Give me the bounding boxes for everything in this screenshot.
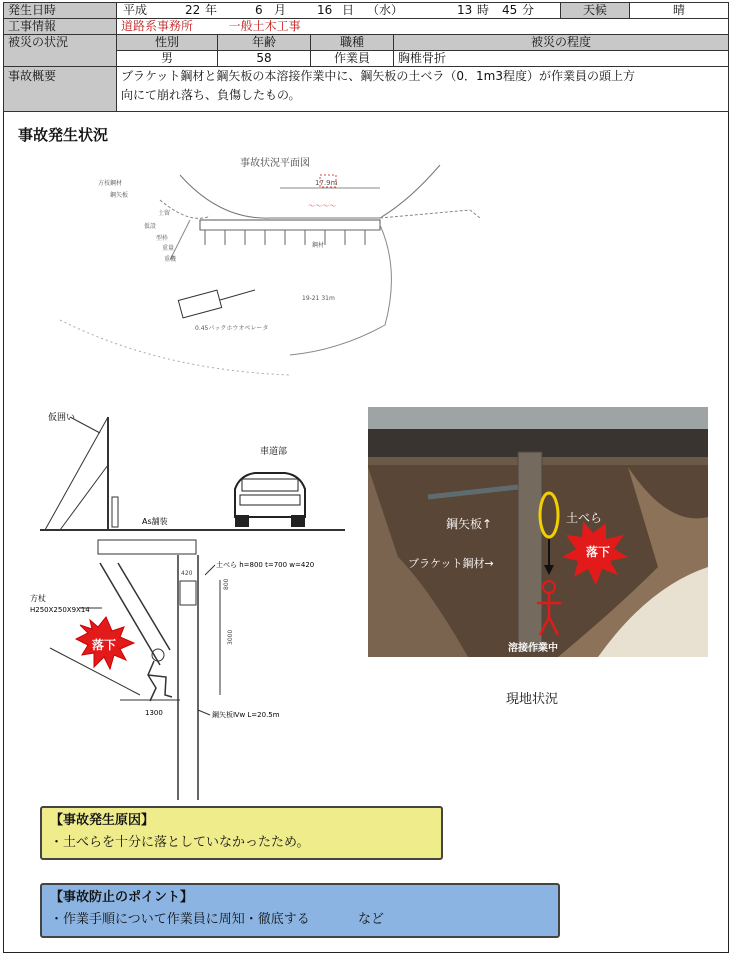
svg-text:鋼矢板: 鋼矢板 [110, 192, 129, 199]
office-name: 道路系事務所 [121, 19, 194, 33]
fall-label: 落下 [92, 638, 117, 652]
col-degree: 被災の程度 [394, 35, 729, 51]
col-sex: 性別 [117, 35, 218, 51]
hour: 13 [457, 3, 473, 17]
soil-lump [180, 581, 196, 605]
plan-title: 事故状況平面図 [240, 158, 310, 169]
photo-sheet-pile [518, 452, 542, 652]
hbeam-label: 方杖 [30, 594, 46, 603]
pile-label: 鋼矢板Ⅳw L=20.5m [212, 711, 280, 719]
dim-large: 3000 [227, 629, 234, 645]
svg-text:方枝鋼材: 方枝鋼材 [98, 180, 123, 187]
damage-header-row [4, 35, 729, 51]
soil-highlight [540, 493, 558, 537]
prevention-text: ・作業手順について作業員に周知・徹底する [50, 912, 310, 927]
photo-label-soil: 土べら [566, 511, 603, 525]
car-icon [235, 473, 305, 527]
weather-value: 晴 [630, 3, 729, 19]
dim-mid: 800 [223, 578, 230, 590]
weekday: （水） [367, 3, 404, 17]
photo-caption: 現地状況 [506, 692, 559, 707]
photo-label-sheetpile: 鋼矢板↑ [446, 517, 493, 531]
fence-label: 仮囲い [48, 413, 76, 423]
weather-label: 天候 [561, 3, 630, 19]
svg-text:19-21 31m: 19-21 31m [302, 295, 335, 302]
svg-text:土留: 土留 [158, 210, 171, 217]
svg-text:重機: 重機 [164, 256, 177, 263]
cause-title: 【事故発生原因】 [50, 813, 155, 828]
svg-text:0.45パックホウオペレータ: 0.45パックホウオペレータ [195, 325, 269, 332]
col-job: 職種 [311, 35, 394, 51]
svg-text:型枠: 型枠 [156, 235, 169, 242]
date-label: 発生日時 [4, 3, 117, 19]
photo-bracket [428, 487, 518, 497]
year: 22 [185, 3, 201, 17]
prevention-box [40, 883, 560, 938]
pavement-label: As舗装 [142, 517, 168, 526]
section-title: 事故発生状況 [18, 126, 109, 144]
plan-drawing [40, 150, 520, 380]
photo-fall-label: 落下 [586, 545, 611, 559]
site-photo [368, 407, 708, 657]
svg-text:仮設: 仮設 [144, 223, 157, 230]
soil-spec: 土べら h=800 t=700 w=420 [216, 561, 315, 569]
work-type: 一般土木工事 [228, 19, 301, 33]
date-row: 発生日時 平成 22 年 6 月 16 日 （水） 13 時 45 分 天候 晴 [4, 3, 729, 19]
plan-excavator [178, 290, 221, 318]
cause-text: ・土べらを十分に落としていなかったため。 [50, 835, 310, 850]
damage-label: 被災の状況 [4, 35, 117, 67]
sex-value: 男 [117, 51, 218, 67]
minute: 45 [502, 3, 518, 17]
work-info-row [4, 19, 729, 35]
plan-dimension: 17.9m [315, 179, 338, 187]
svg-text:鋼材: 鋼材 [312, 242, 325, 249]
photo-label-bracket: ブラケット鋼材→ [408, 557, 494, 570]
month: 6 [255, 3, 263, 17]
era: 平成 [123, 3, 148, 17]
prevention-suffix: など [358, 912, 385, 927]
plan-sheet-pile [200, 220, 380, 230]
prevention-title: 【事故防止のポイント】 [50, 890, 194, 905]
summary-label: 事故概要 [4, 67, 117, 112]
day: 16 [317, 3, 333, 17]
hbeam-spec: H250X250X9X14 [30, 606, 90, 614]
work-info-label: 工事情報 [4, 19, 117, 35]
header-table [3, 2, 729, 112]
worker-icon [148, 649, 172, 701]
summary-text: ブラケット鋼材と鋼矢板の本溶接作業中に、鋼矢板の土ベラ（0．1m3程度）が作業員の頭上方 向にて崩れ落ち、負傷したもの。 [117, 67, 729, 112]
dim-base: 1300 [145, 709, 163, 717]
svg-text:〜〜〜〜: 〜〜〜〜 [308, 202, 336, 210]
summary-row [4, 67, 729, 112]
svg-text:重量: 重量 [162, 245, 175, 252]
col-age: 年齢 [218, 35, 311, 51]
cause-box [40, 806, 443, 860]
dim-small: 420 [181, 570, 193, 577]
road-label: 車道部 [260, 447, 288, 457]
job-value: 作業員 [311, 51, 394, 67]
photo-label-welding: 溶接作業中 [508, 643, 558, 654]
cross-section-drawing [20, 405, 360, 805]
age-value: 58 [218, 51, 311, 67]
degree-value: 胸椎骨折 [394, 51, 729, 67]
